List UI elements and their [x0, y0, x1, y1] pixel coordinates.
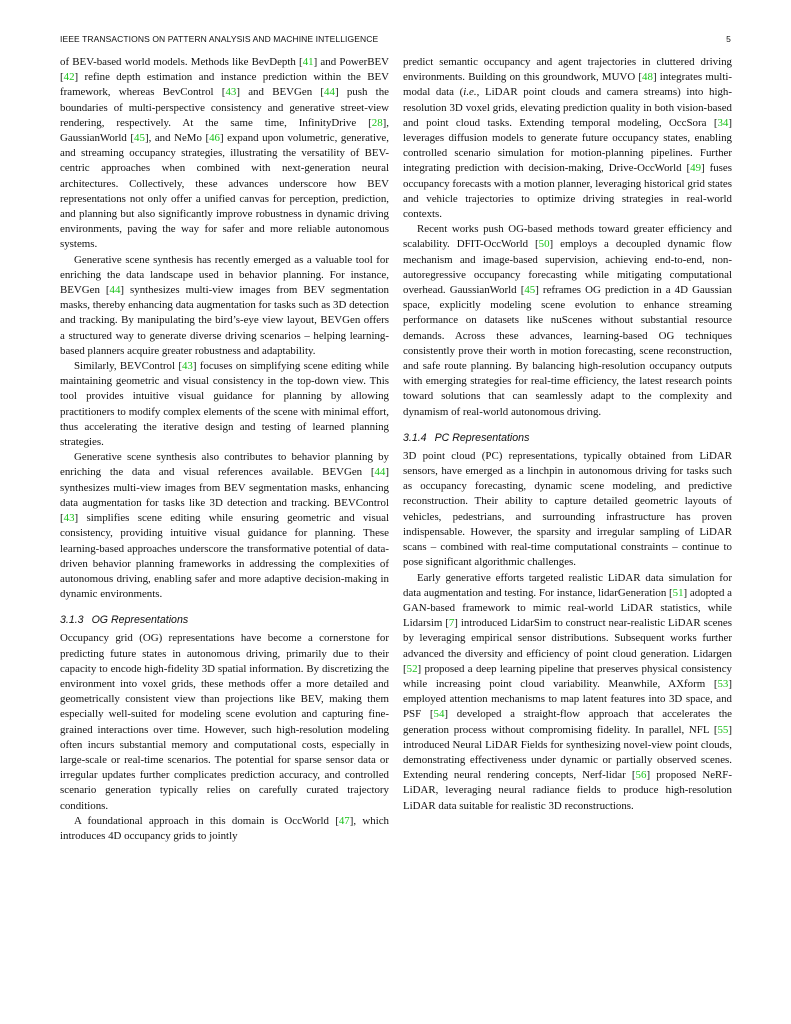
citation-link[interactable]: 54: [433, 708, 445, 721]
body-paragraph: Early generative efforts targeted realistic LiDAR data simulation for data augmentation and testing. For instance, lidarGeneration [51] adopted a GAN-based framework to mimic real-world LiDAR statistics, while Lidarsim [7] introduced LidarSim to construct near-realistic LiDAR scenes by leveraging empirical sensor distributions. Subsequent works further advanced the diversity and efficiency of point cloud generation. Lidargen [52] proposed a deep learning pipeline that preserves physical consistency while increasing point cloud variability. Meanwhile, AXform [53] employed attention mechanisms to map latent features into 3D space, and PSF [54] developed a straight-flow approach that accelerates the generation process without compromising fidelity. In parallel, NFL [55] introduced Neural LiDAR Fields for synthesizing novel-view point clouds, demonstrating effectiveness under dynamic or partially observed scenes. Extending neural rendering concepts, Nerf-lidar [56] proposed NeRF-LiDAR, leveraging neural radiance fields to produce high-resolution LiDAR data suitable for realistic 3D reconstructions.: [403, 571, 732, 812]
section-number: 3.1.3: [60, 614, 84, 627]
citation-link[interactable]: 55: [717, 723, 729, 736]
page-number: 5: [726, 34, 731, 44]
citation-link[interactable]: 43: [225, 86, 237, 99]
citation-link[interactable]: 43: [63, 512, 75, 525]
section-heading: [403, 431, 732, 445]
section-title: OG Representations: [91, 614, 189, 627]
body-paragraph: A foundational approach in this domain is OccWorld [47], which introduces 4D occupancy grids to jointly: [60, 814, 389, 842]
citation-link[interactable]: 44: [374, 466, 386, 479]
citation-link[interactable]: 47: [338, 814, 350, 827]
body-paragraph: Recent works push OG-based methods toward greater efficiency and scalability. DFIT-OccWorld [50] employs a decoupled dynamic flow mechanism and image-based supervision, achieving end-to-end, non-autoregressive occupancy forecasting while mitigating computational overhead. GaussianWorld [45] reframes OG prediction in a 4D Gaussian space, explicitly modeling scene evolution to enhance streaming performance on datasets like nuScenes without substantial resource demands. Across these advances, learning-based OG techniques consistently prove their worth in motion forecasting, scene reconstruction, and safe route planning. By balancing high-resolution occupancy outputs with emerging strategies for real-time efficiency, the latest research points toward solutions that can seamlessly adapt to the complexity and dynamism of real-world autonomous driving.: [403, 223, 732, 418]
citation-link[interactable]: 34: [717, 116, 729, 129]
citation-link[interactable]: 44: [324, 86, 335, 99]
citation-link[interactable]: 53: [717, 677, 729, 690]
journal-title: IEEE TRANSACTIONS ON PATTERN ANALYSIS AND MACHINE INTELLIGENCE: [60, 34, 379, 44]
body-paragraph: 3D point cloud (PC) representations, typically obtained from LiDAR sensors, have emerged as a linchpin in autonomous driving for tasks such as occupancy forecasting, dynamic scene modeling, and predictive reconstruction. Their ability to capture detailed geometric layouts of vehicles, pedestrians, and surrounding infrastructure has proven indispensable. However, the sparsity and irregular sampling of LiDAR scans – combined with real-time computational constraints – continue to pose significant algorithmic challenges.: [403, 449, 732, 569]
body-paragraph: Generative scene synthesis also contributes to behavior planning by enriching the data and visual references available. BEVGen [44] synthesizes multi-view images from BEV segmentation masks, enhancing data augmentation for tasks like 3D detection and tracking. BEVControl [43] simplifies scene editing while ensuring geometric and visual consistency, providing intuitive visual guidance for planning. These learning-based approaches underscore the transformative potential of data-driven behavior planning frameworks in addressing the complexities of autonomous driving, enabling safer and more adaptive decision-making in dynamic environments.: [60, 451, 389, 601]
left-column: [60, 55, 389, 844]
citation-link[interactable]: 52: [406, 662, 418, 675]
citation-link[interactable]: 48: [642, 71, 653, 84]
citation-link[interactable]: 43: [181, 360, 193, 373]
body-paragraph: predict semantic occupancy and agent trajectories in cluttered driving environments. Building on this groundwork, MUVO [48] integrates multi-modal data (i.e., LiDAR point clouds and camera streams) into high-resolution 3D voxel grids, elevating prediction quality in both vision-based and point cloud tasks. Extending temporal modeling, OccSora [34] leverages diffusion models to generate future occupancy states, enabling controlled scenario simulation for motion-planning pipelines. Further integrating prediction with decision-making, Drive-OccWorld [49] fuses occupancy forecasts with a motion planner, leveraging historical grid states and vehicle trajectories to optimize driving strategies in real-world contexts.: [403, 56, 733, 221]
body-paragraph: Similarly, BEVControl [43] focuses on simplifying scene editing while maintaining geometric and visual consistency in the top-down view. This tool provides intuitive visual guidance for planning by allowing practitioners to modify complex elements of the scene with minimal effort, thus accelerating the iterative design and testing of learned planning strategies.: [60, 360, 389, 449]
citation-link[interactable]: 46: [209, 132, 220, 145]
citation-link[interactable]: 56: [635, 769, 647, 782]
citation-link[interactable]: 51: [672, 586, 684, 599]
body-paragraph: Occupancy grid (OG) representations have become a cornerstone for predicting future states in autonomous driving, primarily due to their capacity to encode high-fidelity 3D spatial information. By discretizing the environment into voxel grids, these methods offer a more detailed and geometrically consistent view than projections like BEV, making them especially well-suited for modeling scene evolution and capturing fine-grained interactions over time. However, such high-resolution modeling often incurs substantial memory and computational costs, especially in large-scale or real-time scenarios. The potential for sparse sensor data or irregular updates further complicates prediction accuracy, and controlled scenario generation typically relies on carefully curated trajectory conditions.: [60, 632, 389, 812]
citation-link[interactable]: 49: [690, 162, 702, 175]
citation-link[interactable]: 50: [538, 238, 550, 251]
citation-link[interactable]: 42: [63, 71, 75, 84]
right-column: [403, 55, 732, 814]
body-paragraph: Generative scene synthesis has recently emerged as a valuable tool for enriching the data landscape used in behavior planning. For instance, BEVGen [44] synthesizes multi-view images from BEV segmentation masks, thereby enhancing data augmentation for tasks such as 3D detection and tracking. By manipulating the bird’s-eye view layout, BEVGen offers a structured way to generate diverse driving scenarios – helping learning-based planners acquire greater robustness and adaptability.: [60, 253, 389, 357]
section-heading: [60, 613, 389, 627]
citation-link[interactable]: 44: [109, 284, 121, 297]
section-number: 3.1.4: [403, 431, 427, 444]
citation-link[interactable]: 7: [448, 617, 455, 630]
citation-link[interactable]: 45: [134, 132, 145, 145]
citation-link[interactable]: 45: [524, 284, 536, 297]
italic-text: i.e.: [463, 86, 477, 99]
citation-link[interactable]: 28: [371, 116, 383, 129]
running-header: [60, 34, 731, 48]
body-paragraph: of BEV-based world models. Methods like BevDepth [41] and PowerBEV [42] refine depth estimation and instance prediction within the BEV framework, whereas BevControl [43] and BEVGen [44] push the boundaries of multi-perspective consistency and generative street-view rendering, respectively. At the same time, InfinityDrive [28], GaussianWorld [45], and NeMo [46] expand upon volumetric, generative, and streaming occupancy strategies, illustrating the versatility of BEV-centric approaches when combined with next-generation neural architectures. Collectively, these advances underscore how BEV representations not only offer a unified canvas for perception, prediction, and planning but also significantly improve robustness in dynamic driving environments, paving the way for safer and more reliable autonomous systems.: [60, 56, 389, 251]
section-title: PC Representations: [434, 431, 530, 444]
citation-link[interactable]: 41: [302, 56, 314, 68]
